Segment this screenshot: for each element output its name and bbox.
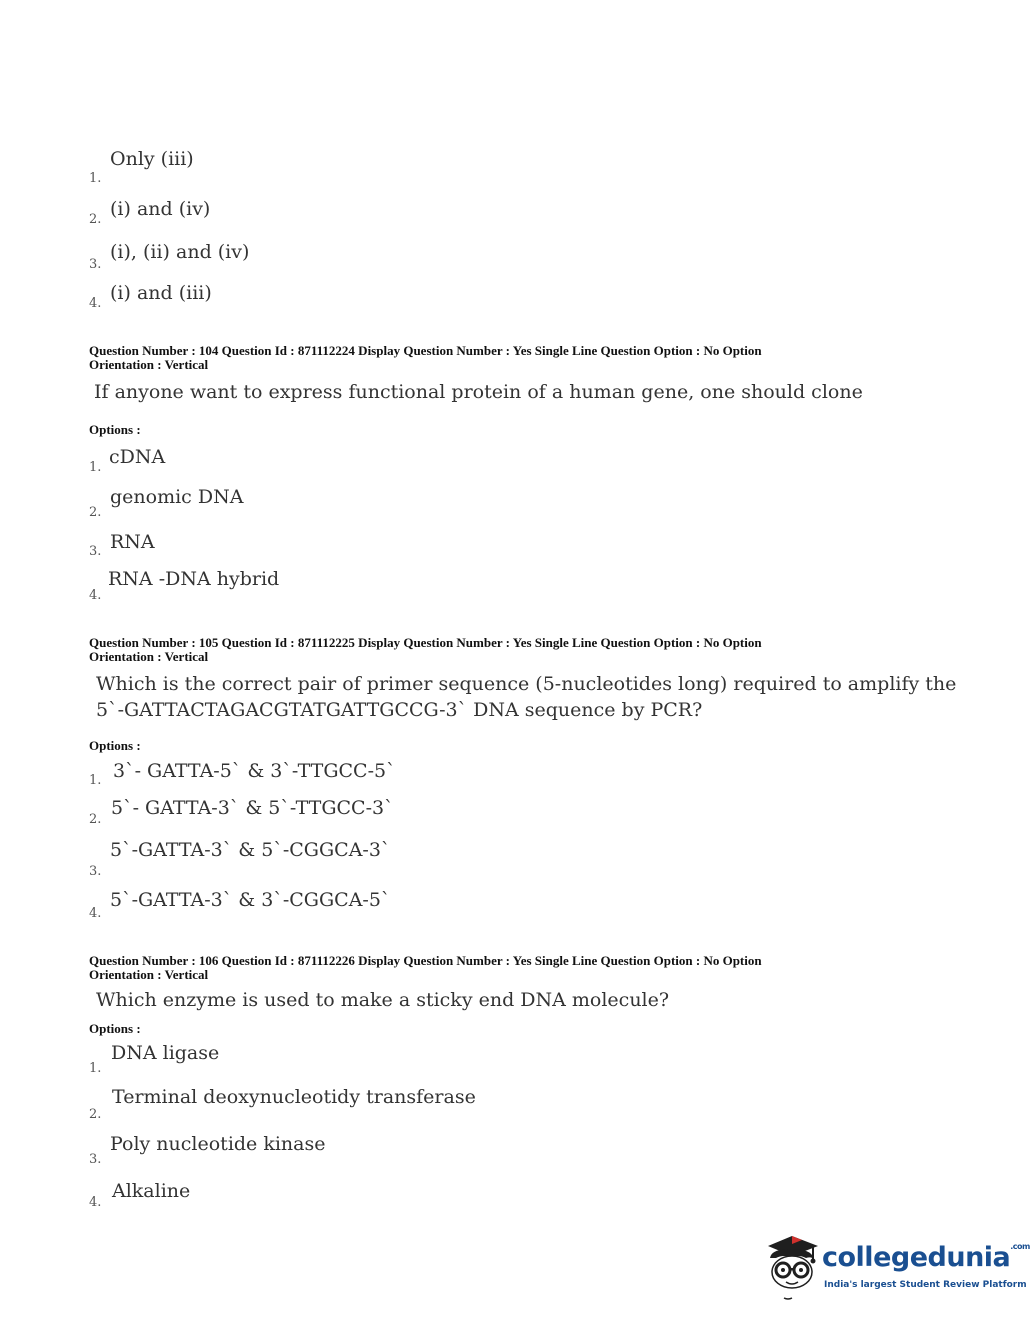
question-105-meta	[89, 636, 762, 664]
q104-option-1-number: 1.	[89, 460, 102, 475]
q105-option-1-number: 1.	[89, 773, 102, 788]
q106-option-1-text: DNA ligase	[111, 1042, 220, 1064]
q106-option-2-number: 2.	[89, 1107, 102, 1122]
q105-option-2-number: 2.	[89, 812, 102, 827]
question-105-text-line1: Which is the correct pair of primer sequence (5-nucleotides long) required to amplify the	[96, 673, 957, 695]
prev-option-2-number: 2.	[89, 212, 102, 227]
q106-option-1-number: 1.	[89, 1061, 102, 1076]
q104-option-3-number: 3.	[89, 544, 102, 559]
question-106-meta	[89, 954, 762, 982]
question-105-options-label: Options :	[89, 738, 141, 753]
prev-option-1-number: 1.	[89, 171, 102, 186]
question-104-meta	[89, 344, 762, 372]
question-106-meta-line2: Orientation : Vertical	[89, 967, 209, 982]
question-106-options-label: Options :	[89, 1021, 141, 1036]
q104-option-4-text: RNA -DNA hybrid	[108, 568, 280, 590]
question-106-text: Which enzyme is used to make a sticky end DNA molecule?	[96, 989, 670, 1011]
question-104-meta-line2: Orientation : Vertical	[89, 357, 209, 372]
collegedunia-logo[interactable]	[762, 1232, 1030, 1304]
logo-wordmark	[822, 1242, 1030, 1273]
prev-option-3-number: 3.	[89, 257, 102, 272]
q104-option-2-text: genomic DNA	[110, 486, 244, 508]
q106-option-3-text: Poly nucleotide kinase	[110, 1133, 326, 1155]
logo-tagline: India's largest Student Review Platform	[824, 1280, 1027, 1290]
prev-option-3-text: (i), (ii) and (iv)	[110, 241, 250, 263]
q106-option-2-text: Terminal deoxynucleotidy transferase	[112, 1086, 476, 1108]
q106-option-4-text: Alkaline	[112, 1180, 191, 1202]
q105-option-4-number: 4.	[89, 906, 102, 921]
mascot-icon	[762, 1232, 824, 1304]
q105-option-3-text: 5`-GATTA-3` & 5`-CGGCA-3`	[110, 839, 391, 861]
prev-option-2-text: (i) and (iv)	[110, 198, 211, 220]
logo-suffix: .com	[1010, 1242, 1030, 1251]
question-105-meta-line2: Orientation : Vertical	[89, 649, 209, 664]
question-104-options-label: Options :	[89, 422, 141, 437]
q106-option-3-number: 3.	[89, 1152, 102, 1167]
question-104-meta-line1: Question Number : 104 Question Id : 871112224 Display Question Number : Yes Single Line Question Option : No Option	[89, 343, 762, 358]
question-105-text-line2: 5`-GATTACTAGACGTATGATTGCCG-3` DNA sequence by PCR?	[96, 699, 703, 721]
question-105-meta-line1: Question Number : 105 Question Id : 871112225 Display Question Number : Yes Single Line Question Option : No Option	[89, 635, 762, 650]
q105-option-3-number: 3.	[89, 864, 102, 879]
prev-option-4-number: 4.	[89, 296, 102, 311]
logo-name: collegedunia	[822, 1242, 1011, 1273]
question-104-text: If anyone want to express functional protein of a human gene, one should clone	[94, 381, 863, 403]
prev-option-1-text: Only (iii)	[110, 148, 194, 170]
q106-option-4-number: 4.	[89, 1195, 102, 1210]
q105-option-2-text: 5`- GATTA-3` & 5`-TTGCC-3`	[111, 797, 394, 819]
q104-option-3-text: RNA	[110, 531, 155, 553]
prev-option-4-text: (i) and (iii)	[110, 282, 212, 304]
q105-option-4-text: 5`-GATTA-3` & 3`-CGGCA-5`	[110, 889, 391, 911]
q104-option-1-text: cDNA	[109, 446, 166, 468]
q105-option-1-text: 3`- GATTA-5` & 3`-TTGCC-5`	[113, 760, 396, 782]
q104-option-2-number: 2.	[89, 505, 102, 520]
question-106-meta-line1: Question Number : 106 Question Id : 871112226 Display Question Number : Yes Single Line Question Option : No Option	[89, 953, 762, 968]
question-105-text	[96, 671, 956, 723]
q104-option-4-number: 4.	[89, 588, 102, 603]
